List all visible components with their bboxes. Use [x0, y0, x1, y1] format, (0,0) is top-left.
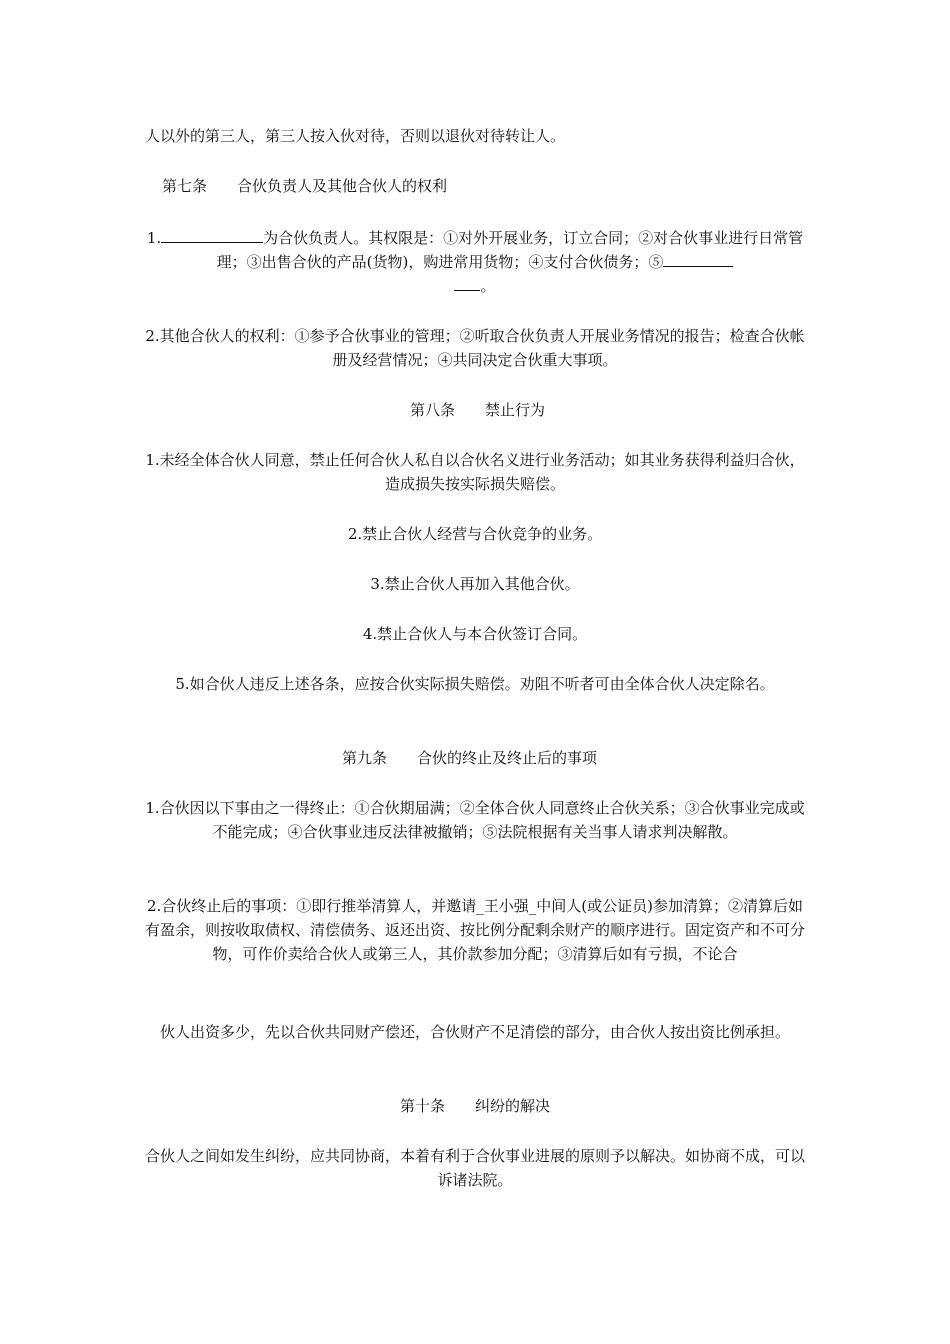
paragraph-9-2: 2.合伙终止后的事项：①即行推举清算人，并邀请_王小强_中间人(或公证员)参加清算；②清算后如有盈余，则按收取债权、清偿债务、返还出资、按比例分配剩余财产的顺序进行。固定资产和不可分物，可作价卖给合伙人或第三人，其价款参加分配；③清算后如有亏损，不论合	[145, 897, 806, 963]
paragraph-8-1: 1.未经全体合伙人同意，禁止任何合伙人私自以合伙名义进行业务活动；如其业务获得利益归合伙，造成损失按实际损失赔偿。	[145, 451, 805, 493]
item-end: 。	[480, 277, 496, 295]
blank-fill-line	[454, 274, 480, 291]
paragraph-9-3: 伙人出资多少，先以合伙共同财产偿还，合伙财产不足清偿的部分，由合伙人按出资比例承担。	[159, 1023, 790, 1041]
item-text: 为合伙负责人。其权限是：①对外开展业务，订立合同；②对合伙事业进行日常管理；③出售合伙的产品(货物)，购进常用货物；④支付合伙债务；⑤	[216, 229, 804, 271]
blank-fill-line	[663, 250, 733, 267]
paragraph-10-1: 合伙人之间如发生纠纷，应共同协商，本着有利于合伙事业进展的原则予以解决。如协商不成，可以诉诸法院。	[145, 1147, 806, 1189]
paragraph-7-1	[145, 226, 805, 298]
paragraph-8-4: 4.禁止合伙人与本合伙签订合同。	[362, 625, 588, 643]
paragraph-8-3: 3.禁止合伙人再加入其他合伙。	[370, 575, 580, 593]
paragraph-8-2: 2.禁止合伙人经营与合伙竞争的业务。	[347, 525, 603, 543]
article-8-heading: 第八条 禁止行为	[410, 401, 546, 419]
article-7-heading: 第七条 合伙负责人及其他合伙人的权利	[162, 177, 448, 195]
paragraph-9-1: 1.合伙因以下事由之一得终止：①合伙期届满；②全体合伙人同意终止合伙关系；③合伙事业完成或不能完成；④合伙事业违反法律被撤销；⑤法院根据有关当事人请求判决解散。	[145, 799, 805, 841]
item-number: 1.	[146, 229, 162, 247]
blank-fill-line	[161, 226, 263, 243]
article-10-heading: 第十条 纠纷的解决	[400, 1097, 551, 1115]
paragraph-carryover: 人以外的第三人，第三人按入伙对待，否则以退伙对待转让人。	[145, 127, 566, 145]
article-9-heading: 第九条 合伙的终止及终止后的事项	[342, 749, 598, 767]
paragraph-8-5: 5.如合伙人违反上述各条，应按合伙实际损失赔偿。劝阻不听者可由全体合伙人决定除名。	[175, 675, 775, 693]
paragraph-7-2: 2.其他合伙人的权利：①参予合伙事业的管理；②听取合伙负责人开展业务情况的报告；检查合伙帐册及经营情况；④共同决定合伙重大事项。	[145, 327, 805, 369]
